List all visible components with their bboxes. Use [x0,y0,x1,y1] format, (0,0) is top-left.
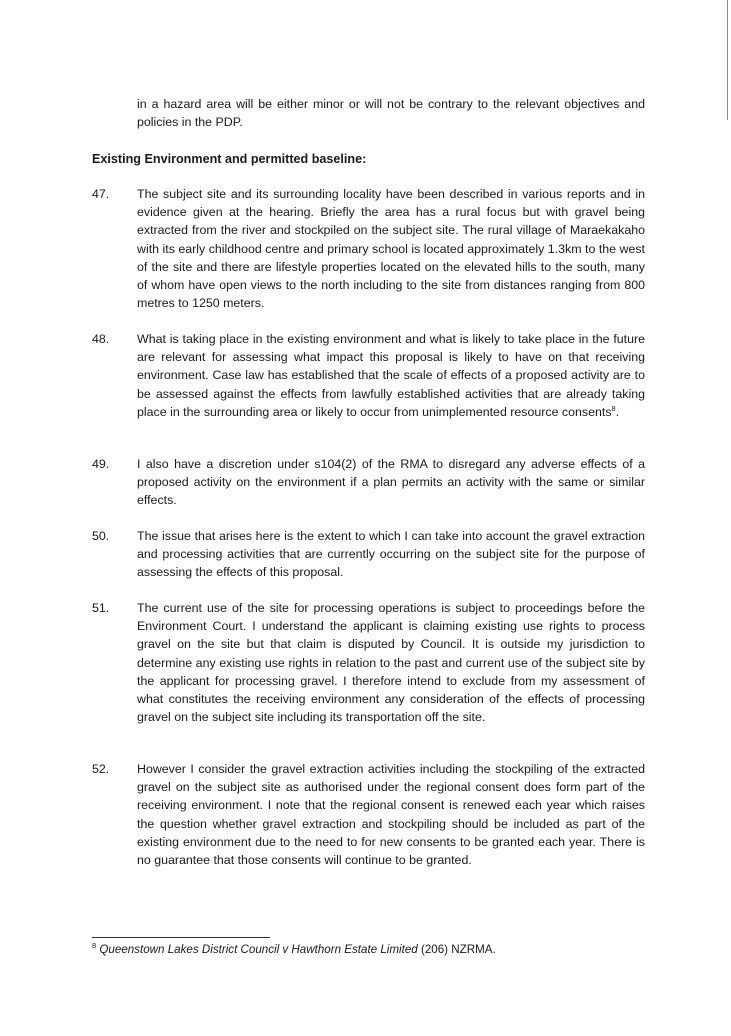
paragraph-number: 50. [92,529,110,543]
footnote-citation: (206) NZRMA. [417,943,496,956]
paragraph-text [137,330,645,421]
paragraph-number: 52. [92,762,110,776]
footnote-divider [92,937,270,938]
paragraph-tail: . [615,404,620,419]
paragraph-number: 51. [92,601,110,615]
footnote-reference: 8 [611,403,616,413]
footnote [92,942,496,958]
paragraph-text: The issue that arises here is the extent to which I can take into account the gravel extraction and processing activities that are currently occurring on the subject site for the purpose of assessing the effects of this proposal. [137,529,645,580]
footnote-marker: 8 [92,941,97,951]
section-heading: Existing Environment and permitted baseline: [92,152,367,166]
paragraph-text: However I consider the gravel extraction activities including the stockpiling of the extracted gravel on the subject site as authorised under the regional consent does form part of the receiving environment. I note that the regional consent is renewed each year which raises the question whether gravel extraction and stockpiling should be included as part of the existing environment due to the need to for new consents to be granted each year. There is no guarantee that those consents will continue to be granted. [137,762,645,868]
paragraph-body: What is taking place in the existing environment and what is likely to take place in the future are relevant for assessing what impact this proposal is likely to have on that receiving environment. Case law has established that the scale of effects of a proposed activity are to be assessed against the effects from lawfully established activities that are already taking place in the surrounding area or likely to occur from unimplemented resource consents [137,332,645,419]
paragraph-number: 47. [92,187,110,201]
paragraph-number: 49. [92,457,110,471]
paragraph-number: 48. [92,332,110,346]
continuation-text: in a hazard area will be either minor or will not be contrary to the relevant objectives and policies in the PDP. [137,97,645,130]
paragraph-text: The subject site and its surrounding locality have been described in various reports and in evidence given at the hearing. Briefly the area has a rural focus but with gravel being extracted from the river and stockpiled on the subject site. The rural village of Maraekakaho with its early childhood centre and primary school is located approximately 1.3km to the west of the site and there are lifestyle properties located on the elevated hills to the south, many of whom have open views to the north including to the site from distances ranging from 800 metres to 1250 meters. [137,187,645,311]
paragraph-text: The current use of the site for processing operations is subject to proceedings before the Environment Court. I understand the applicant is claiming existing use rights to process gravel on the site but that claim is disputed by Council. It is outside my jurisdiction to determine any existing use rights in relation to the past and current use of the subject site by the applicant for processing gravel. I therefore intend to exclude from my assessment of what constitutes the receiving environment any consideration of the effects of processing gravel on the subject site including its transportation off the site. [137,601,645,725]
footnote-case-name: Queenstown Lakes District Council v Hawthorn Estate Limited [99,943,418,956]
scan-edge-mark [727,0,728,120]
paragraph-text: I also have a discretion under s104(2) of the RMA to disregard any adverse effects of a proposed activity on the environment if a plan permits an activity with the same or similar effects. [137,457,645,508]
